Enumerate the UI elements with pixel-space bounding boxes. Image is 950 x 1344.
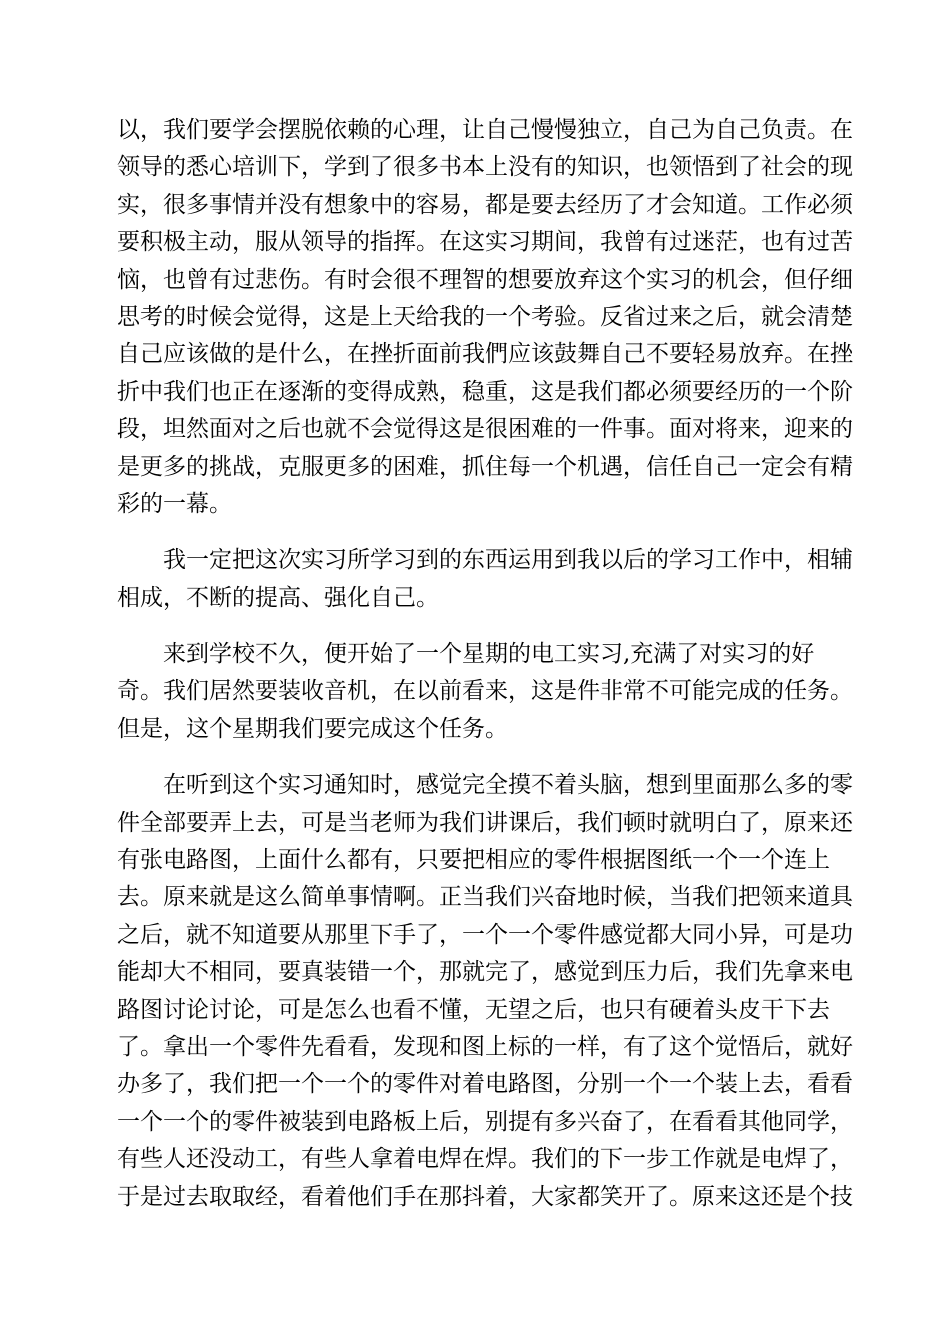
text-line: 去。原来就是这么简单事情啊。正当我们兴奋地时候，当我们把领来道具 [117,884,853,911]
paragraph-4 [117,767,853,1216]
text-line: 路图讨论讨论，可是怎么也看不懂，无望之后，也只有硬着头皮干下去 [117,996,830,1023]
text-line: 彩的一幕。 [117,490,232,517]
text-line: 有些人还没动工，有些人拿着电焊在焊。我们的下一步工作就是电焊了， [117,1146,853,1173]
text-line: 办多了，我们把一个一个的零件对着电路图，分别一个一个装上去，看看 [117,1071,853,1098]
text-line: 奇。我们居然要装收音机，在以前看来，这是件非常不可能完成的任务。 [117,678,853,705]
text-line: 有张电路图，上面什么都有，只要把相应的零件根据图纸一个一个连上 [117,847,830,874]
text-line: 实，很多事情并没有想象中的容易，都是要去经历了才会知道。工作必须 [117,191,853,218]
text-line: 要积极主动，服从领导的指挥。在这实习期间，我曾有过迷茫，也有过苦 [117,229,853,256]
paragraph-3 [117,636,853,748]
text-line: 自己应该做的是什么，在挫折面前我們应该鼓舞自己不要轻易放弃。在挫 [117,341,853,368]
text-line: 段，坦然面对之后也就不会觉得这是很困难的一件事。面对将来，迎来的 [117,416,853,443]
document-body [117,112,853,1235]
text-line: 思考的时候会觉得，这是上天给我的一个考验。反省过来之后，就会清楚 [117,303,853,330]
text-line: 我一定把这次实习所学习到的东西运用到我以后的学习工作中，相辅 [163,547,853,574]
text-line: 了。拿出一个零件先看看，发现和图上标的一样，有了这个觉悟后，就好 [117,1033,853,1060]
text-line: 一个一个的零件被装到电路板上后，别提有多兴奋了，在看看其他同学， [117,1108,853,1135]
text-line: 但是，这个星期我们要完成这个任务。 [117,715,508,742]
text-line: 件全部要弄上去，可是当老师为我们讲课后，我们顿时就明白了，原来还 [117,809,853,836]
paragraph-1 [117,112,853,523]
text-line: 相成，不断的提高、强化自己。 [117,584,439,611]
text-line: 恼，也曾有过悲伤。有时会很不理智的想要放弃这个实习的机会，但仔细 [117,266,853,293]
text-line: 于是过去取取经，看着他们手在那抖着，大家都笑开了。原来这还是个技 [117,1183,853,1210]
text-line: 是更多的挑战，克服更多的困难，抓住每一个机遇，信任自己一定会有精 [117,453,853,480]
text-line: 折中我们也正在逐渐的变得成熟，稳重，这是我们都必须要经历的一个阶 [117,378,853,405]
text-line: 能却大不相同，要真装错一个，那就完了，感觉到压力后，我们先拿来电 [117,959,853,986]
text-line: 以，我们要学会摆脱依赖的心理，让自己慢慢独立，自己为自己负责。在 [117,117,853,143]
text-line: 领导的悉心培训下，学到了很多书本上没有的知识，也领悟到了社会的现 [117,154,853,181]
paragraph-2 [117,542,853,617]
text-line: 之后，就不知道要从那里下手了，一个一个零件感觉都大同小异，可是功 [117,921,853,948]
text-line: 在听到这个实习通知时，感觉完全摸不着头脑，想到里面那么多的零 [163,772,853,799]
text-line: 来到学校不久，便开始了一个星期的电工实习,充满了对实习的好 [163,641,815,668]
